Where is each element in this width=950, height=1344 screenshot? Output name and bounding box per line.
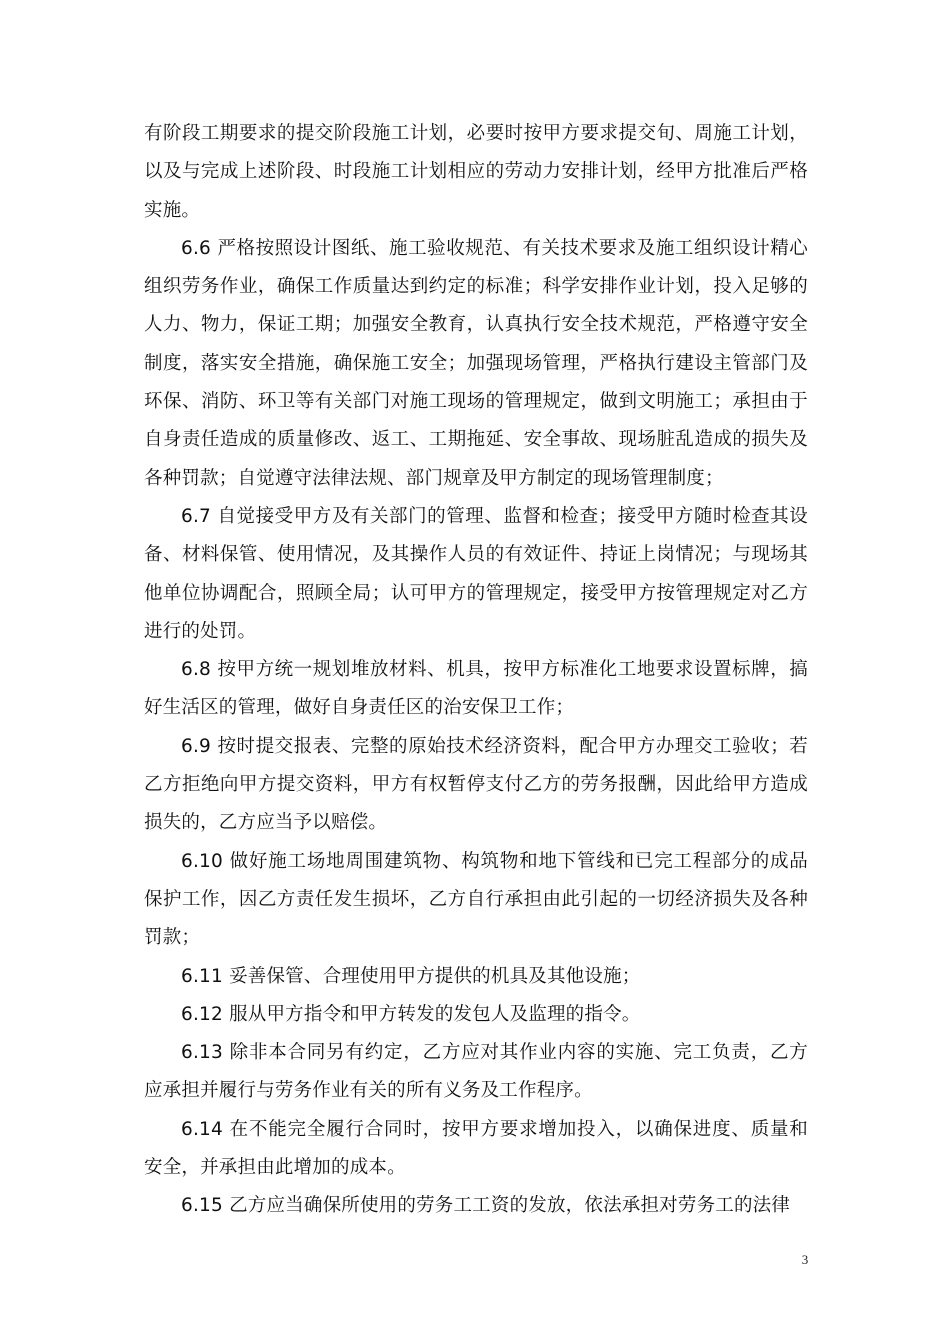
- clause-6-8: 6.8 按甲方统一规划堆放材料、机具，按甲方标准化工地要求设置标牌，搞好生活区的管理，做好自身责任区的治安保卫工作；: [144, 659, 808, 719]
- clause-6-9: 6.9 按时提交报表、完整的原始技术经济资料，配合甲方办理交工验收；若乙方拒绝向甲方提交资料，甲方有权暂停支付乙方的劳务报酬，因此给甲方造成损失的，乙方应当予以赔偿。: [144, 735, 808, 834]
- clause-6-15: 6.15 乙方应当确保所使用的劳务工工资的发放，依法承担对劳务工的法律: [181, 1195, 791, 1217]
- paragraph-continuation: 有阶段工期要求的提交阶段施工计划，必要时按甲方要求提交旬、周施工计划，以及与完成上述阶段、时段施工计划相应的劳动力安排计划，经甲方批准后严格实施。: [144, 123, 808, 221]
- clause-6-6: 6.6 严格按照设计图纸、施工验收规范、有关技术要求及施工组织设计精心组织劳务作业，确保工作质量达到约定的标准；科学安排作业计划，投入足够的人力、物力，保证工期；加强安全教育，认真执行安全技术规范，严格遵守安全制度，落实安全措施，确保施工安全；加强现场管理，严格执行建设主管部门及环保、消防、环卫等有关部门对施工现场的管理规定，做到文明施工；承担由于自身责任造成的质量修改、返工、工期拖延、安全事故、现场脏乱造成的损失及各种罚款；自觉遵守法律法规、部门规章及甲方制定的现场管理制度；: [144, 237, 808, 489]
- clause-6-10: 6.10 做好施工场地周围建筑物、构筑物和地下管线和已完工程部分的成品保护工作，因乙方责任发生损坏，乙方自行承担由此引起的一切经济损失及各种罚款；: [144, 850, 808, 949]
- page-number: 3: [801, 1252, 809, 1267]
- clause-6-7: 6.7 自觉接受甲方及有关部门的管理、监督和检查；接受甲方随时检查其设备、材料保管、使用情况，及其操作人员的有效证件、持证上岗情况；与现场其他单位协调配合，照顾全局；认可甲方的管理规定，接受甲方按管理规定对乙方进行的处罚。: [144, 505, 808, 642]
- clause-6-13: 6.13 除非本合同另有约定，乙方应对其作业内容的实施、完工负责，乙方应承担并履行与劳务作业有关的所有义务及工作程序。: [144, 1042, 808, 1102]
- clause-6-14: 6.14 在不能完全履行合同时，按甲方要求增加投入，以确保进度、质量和安全，并承担由此增加的成本。: [144, 1118, 808, 1179]
- body-text: [144, 115, 808, 1226]
- clause-6-12: 6.12 服从甲方指令和甲方转发的发包人及监理的指令。: [181, 1003, 641, 1025]
- clause-6-11: 6.11 妥善保管、合理使用甲方提供的机具及其他设施；: [181, 965, 641, 987]
